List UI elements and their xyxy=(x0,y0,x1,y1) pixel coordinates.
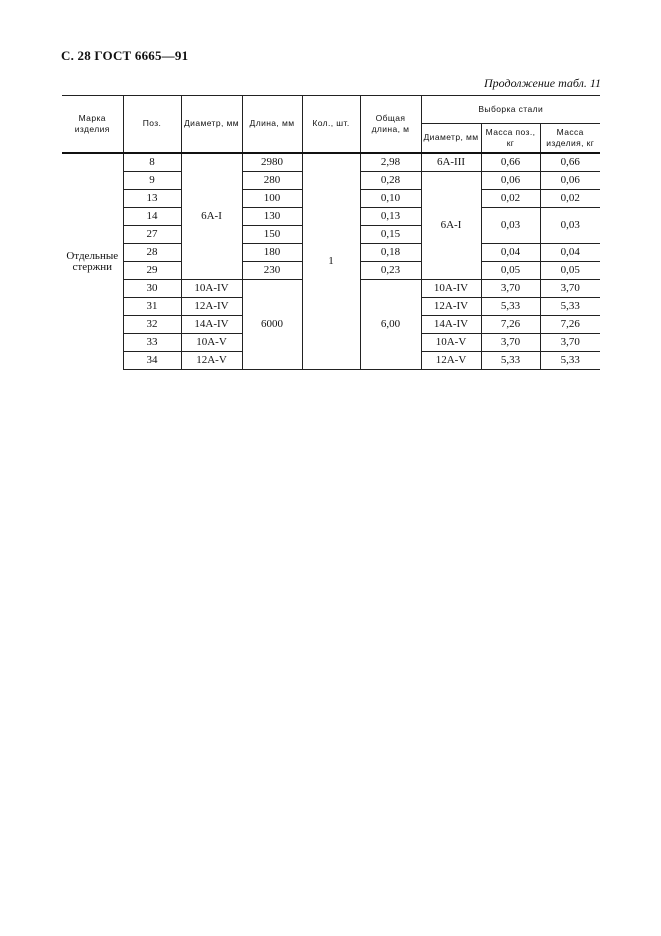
cell-total-length-group: 6,00 xyxy=(360,279,421,369)
cell-steel-diameter: 10А-IV xyxy=(421,279,481,297)
cell-pos: 8 xyxy=(123,153,181,171)
cell-pos: 28 xyxy=(123,243,181,261)
cell-pos: 13 xyxy=(123,189,181,207)
cell-mass-product: 0,66 xyxy=(540,153,600,171)
header-mass-position: Масса поз., кг xyxy=(481,124,540,154)
cell-mass-product: 5,33 xyxy=(540,351,600,369)
cell-diameter: 12А-V xyxy=(181,351,242,369)
product-mark-cell: Отдельные стержни xyxy=(62,153,123,369)
cell-total-length: 0,23 xyxy=(360,261,421,279)
cell-steel-diameter: 6А-III xyxy=(421,153,481,171)
header-length: Длина, мм xyxy=(242,96,302,154)
cell-mass-pos: 0,04 xyxy=(481,243,540,261)
cell-mass-product: 7,26 xyxy=(540,315,600,333)
cell-length: 2980 xyxy=(242,153,302,171)
cell-quantity: 1 xyxy=(302,153,360,369)
cell-steel-diameter: 12А-V xyxy=(421,351,481,369)
header-quantity: Кол., шт. xyxy=(302,96,360,154)
cell-mass-pos: 0,02 xyxy=(481,189,540,207)
cell-total-length: 0,15 xyxy=(360,225,421,243)
cell-mass-product: 0,05 xyxy=(540,261,600,279)
cell-mass-product-merged: 0,03 xyxy=(540,207,600,243)
cell-steel-diameter: 14А-IV xyxy=(421,315,481,333)
cell-pos: 33 xyxy=(123,333,181,351)
cell-mass-pos: 5,33 xyxy=(481,297,540,315)
cell-steel-diameter-group: 6А-I xyxy=(421,171,481,279)
cell-total-length: 0,13 xyxy=(360,207,421,225)
cell-total-length: 0,10 xyxy=(360,189,421,207)
cell-mass-product: 5,33 xyxy=(540,297,600,315)
cell-pos: 32 xyxy=(123,315,181,333)
cell-mass-pos: 0,05 xyxy=(481,261,540,279)
cell-pos: 31 xyxy=(123,297,181,315)
table-row xyxy=(62,153,600,171)
header-mark: Марка изделия xyxy=(62,96,123,154)
cell-diameter: 12А-IV xyxy=(181,297,242,315)
cell-pos: 30 xyxy=(123,279,181,297)
cell-total-length: 0,28 xyxy=(360,171,421,189)
cell-pos: 29 xyxy=(123,261,181,279)
cell-diameter-group: 6А-I xyxy=(181,153,242,279)
cell-pos: 34 xyxy=(123,351,181,369)
cell-mass-pos: 3,70 xyxy=(481,279,540,297)
cell-mass-product: 0,02 xyxy=(540,189,600,207)
steel-specification-table xyxy=(62,95,600,370)
header-pos: Поз. xyxy=(123,96,181,154)
cell-mass-pos: 3,70 xyxy=(481,333,540,351)
cell-diameter: 14А-IV xyxy=(181,315,242,333)
cell-length: 230 xyxy=(242,261,302,279)
cell-mass-pos-merged: 0,03 xyxy=(481,207,540,243)
cell-mass-pos: 0,06 xyxy=(481,171,540,189)
cell-steel-diameter: 12А-IV xyxy=(421,297,481,315)
cell-mass-product: 3,70 xyxy=(540,333,600,351)
cell-length: 100 xyxy=(242,189,302,207)
cell-diameter: 10А-IV xyxy=(181,279,242,297)
header-total-length: Общая длина, м xyxy=(360,96,421,154)
header-steel-selection: Выборка стали xyxy=(421,96,600,124)
cell-length: 130 xyxy=(242,207,302,225)
cell-length: 280 xyxy=(242,171,302,189)
cell-length-group: 6000 xyxy=(242,279,302,369)
cell-pos: 14 xyxy=(123,207,181,225)
cell-mass-pos: 7,26 xyxy=(481,315,540,333)
header-mass-product: Масса изделия, кг xyxy=(540,124,600,154)
cell-length: 180 xyxy=(242,243,302,261)
header-diameter: Диаметр, мм xyxy=(181,96,242,154)
header-steel-diameter: Диаметр, мм xyxy=(421,124,481,154)
table-continuation-label: Продолжение табл. 11 xyxy=(483,76,601,90)
cell-mass-pos: 5,33 xyxy=(481,351,540,369)
cell-pos: 9 xyxy=(123,171,181,189)
cell-mass-pos: 0,66 xyxy=(481,153,540,171)
page-header: С. 28 ГОСТ 6665—91 xyxy=(61,48,189,63)
cell-mass-product: 0,04 xyxy=(540,243,600,261)
cell-length: 150 xyxy=(242,225,302,243)
cell-mass-product: 0,06 xyxy=(540,171,600,189)
cell-steel-diameter: 10А-V xyxy=(421,333,481,351)
cell-diameter: 10А-V xyxy=(181,333,242,351)
cell-total-length: 2,98 xyxy=(360,153,421,171)
cell-mass-product: 3,70 xyxy=(540,279,600,297)
cell-pos: 27 xyxy=(123,225,181,243)
cell-total-length: 0,18 xyxy=(360,243,421,261)
